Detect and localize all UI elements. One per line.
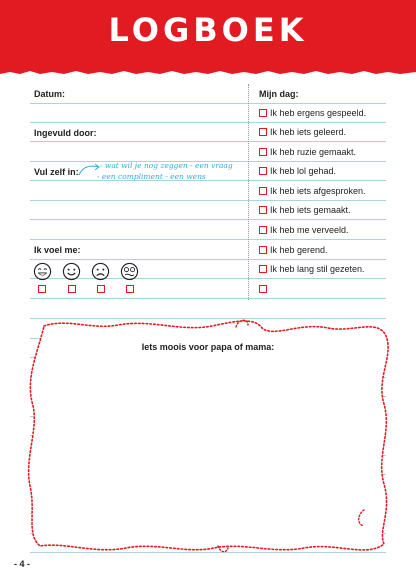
- mijn-dag-heading: Mijn dag:: [259, 89, 299, 99]
- ruled-line: [30, 219, 386, 220]
- mijn-dag-item: [259, 184, 366, 198]
- mijn-dag-item-label: Ik heb iets gemaakt.: [270, 205, 351, 215]
- ingevuld-label: Ingevuld door:: [34, 128, 97, 138]
- iets-moois-label: Iets moois voor papa of mama:: [141, 342, 275, 352]
- handwritten-hint-line-2: - een compliment - een wens: [97, 172, 206, 181]
- mijn-dag-checkbox[interactable]: [259, 148, 267, 156]
- mijn-dag-checkbox[interactable]: [259, 109, 267, 117]
- mijn-dag-item: [259, 262, 365, 276]
- mijn-dag-item: [259, 223, 349, 237]
- mijn-dag-item: [259, 145, 356, 159]
- ruled-line: [30, 122, 386, 123]
- mijn-dag-item: [259, 164, 336, 178]
- handwritten-hint-line-1: - wat wil je nog zeggen - een vraag: [100, 161, 233, 170]
- dotted-cloud-frame: [22, 316, 394, 556]
- ruled-line: [30, 278, 386, 279]
- face-checkbox-confused[interactable]: [126, 285, 134, 293]
- vul-zelf-in-label: Vul zelf in:: [34, 167, 79, 177]
- mijn-dag-item-label: Ik heb lang stil gezeten.: [270, 264, 365, 274]
- mijn-dag-item-label: Ik heb ergens gespeeld.: [270, 108, 367, 118]
- ruled-line: [30, 200, 386, 201]
- mijn-dag-item: [259, 282, 270, 296]
- sad-face-icon: [91, 262, 110, 281]
- mijn-dag-item-label: Ik heb gerend.: [270, 245, 328, 255]
- datum-label: Datum:: [34, 89, 65, 99]
- header-torn-edge: [0, 68, 416, 74]
- mijn-dag-item-label: Ik heb ruzie gemaakt.: [270, 147, 357, 157]
- smiling-face-icon: [62, 262, 81, 281]
- face-checkbox-smiling[interactable]: [68, 285, 76, 293]
- ruled-line: [30, 298, 386, 299]
- mijn-dag-checkbox[interactable]: [259, 265, 267, 273]
- mijn-dag-item-label: Ik heb iets geleerd.: [270, 127, 347, 137]
- laughing-face-icon: [33, 262, 52, 281]
- mijn-dag-item: [259, 203, 351, 217]
- face-checkbox-laughing[interactable]: [38, 285, 46, 293]
- mijn-dag-checkbox[interactable]: [259, 226, 267, 234]
- mijn-dag-item-label: Ik heb lol gehad.: [270, 166, 337, 176]
- ruled-line: [30, 259, 386, 260]
- column-divider: [248, 84, 249, 300]
- ruled-line: [30, 239, 386, 240]
- mijn-dag-item: [259, 125, 346, 139]
- mijn-dag-checkbox[interactable]: [259, 187, 267, 195]
- ruled-line: [30, 141, 386, 142]
- mijn-dag-item-label: Ik heb me verveeld.: [270, 225, 349, 235]
- mijn-dag-item: [259, 106, 366, 120]
- ik-voel-me-label: Ik voel me:: [34, 245, 81, 255]
- ruled-line: [30, 103, 386, 104]
- mijn-dag-checkbox[interactable]: [259, 167, 267, 175]
- page-number: - 4 -: [14, 559, 31, 569]
- mijn-dag-checkbox[interactable]: [259, 128, 267, 136]
- ruled-line: [30, 180, 386, 181]
- mijn-dag-item: [259, 243, 328, 257]
- mijn-dag-item-label: Ik heb iets afgesproken.: [270, 186, 366, 196]
- mijn-dag-checkbox[interactable]: [259, 246, 267, 254]
- mijn-dag-checkbox[interactable]: [259, 206, 267, 214]
- confused-face-icon: [120, 262, 139, 281]
- mijn-dag-checkbox[interactable]: [259, 285, 267, 293]
- page-header: [0, 0, 416, 74]
- page-title: LOGBOEK: [108, 11, 308, 49]
- face-checkbox-sad[interactable]: [97, 285, 105, 293]
